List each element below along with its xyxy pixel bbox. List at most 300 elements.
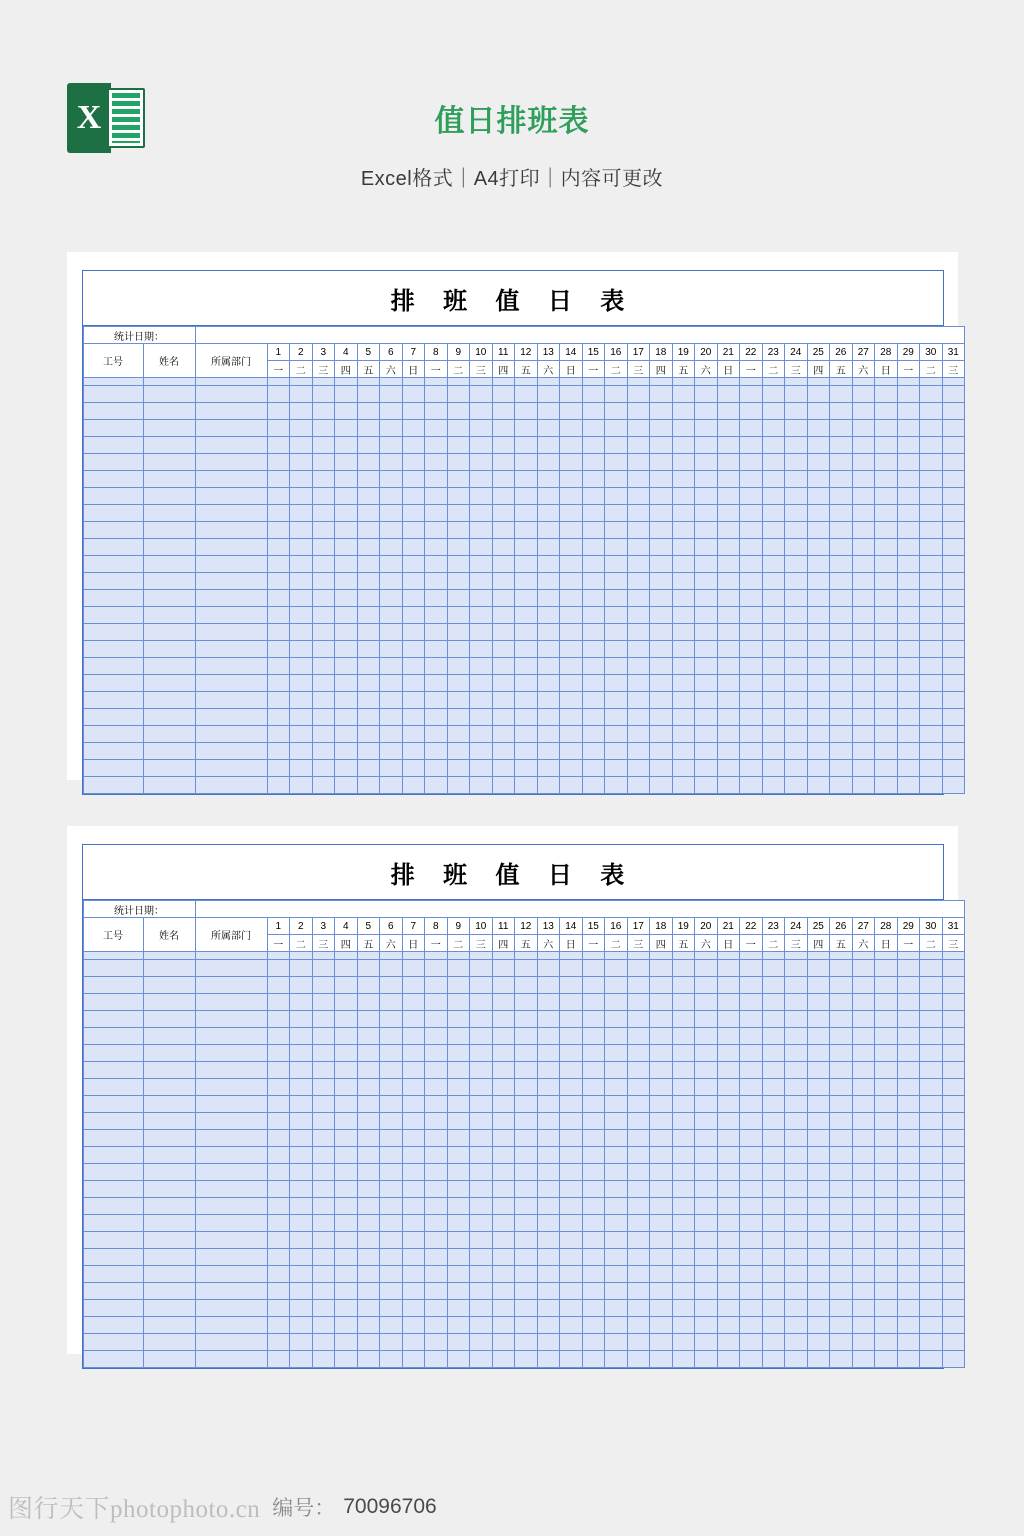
cell[interactable]	[852, 378, 875, 386]
cell[interactable]	[447, 454, 470, 471]
cell[interactable]	[852, 1181, 875, 1198]
cell[interactable]	[807, 1147, 830, 1164]
cell[interactable]	[195, 726, 267, 743]
cell[interactable]	[195, 1164, 267, 1181]
cell[interactable]	[83, 1045, 143, 1062]
cell[interactable]	[143, 488, 195, 505]
cell[interactable]	[582, 1028, 605, 1045]
cell[interactable]	[83, 1300, 143, 1317]
cell[interactable]	[290, 994, 313, 1011]
cell[interactable]	[195, 977, 267, 994]
cell[interactable]	[762, 1147, 785, 1164]
cell[interactable]	[515, 471, 538, 488]
cell[interactable]	[605, 1249, 628, 1266]
cell[interactable]	[717, 1164, 740, 1181]
cell[interactable]	[312, 378, 335, 386]
cell[interactable]	[942, 590, 965, 607]
cell[interactable]	[785, 960, 808, 977]
cell[interactable]	[267, 692, 290, 709]
cell[interactable]	[762, 386, 785, 403]
cell[interactable]	[560, 1249, 583, 1266]
cell[interactable]	[402, 658, 425, 675]
cell[interactable]	[425, 1283, 448, 1300]
cell[interactable]	[807, 760, 830, 777]
cell[interactable]	[785, 1266, 808, 1283]
cell[interactable]	[650, 607, 673, 624]
cell[interactable]	[515, 505, 538, 522]
cell[interactable]	[627, 1266, 650, 1283]
cell[interactable]	[672, 420, 695, 437]
cell[interactable]	[312, 726, 335, 743]
cell[interactable]	[357, 420, 380, 437]
cell[interactable]	[852, 437, 875, 454]
cell[interactable]	[470, 994, 493, 1011]
cell[interactable]	[492, 1113, 515, 1130]
cell[interactable]	[717, 743, 740, 760]
cell[interactable]	[312, 556, 335, 573]
cell[interactable]	[290, 1249, 313, 1266]
cell[interactable]	[650, 1181, 673, 1198]
cell[interactable]	[560, 726, 583, 743]
cell[interactable]	[627, 403, 650, 420]
cell[interactable]	[425, 488, 448, 505]
cell[interactable]	[537, 386, 560, 403]
cell[interactable]	[582, 522, 605, 539]
cell[interactable]	[695, 1334, 718, 1351]
cell[interactable]	[335, 641, 358, 658]
cell[interactable]	[830, 641, 853, 658]
cell[interactable]	[83, 1181, 143, 1198]
cell[interactable]	[357, 977, 380, 994]
cell[interactable]	[143, 994, 195, 1011]
cell[interactable]	[357, 1096, 380, 1113]
cell[interactable]	[425, 1147, 448, 1164]
cell[interactable]	[852, 960, 875, 977]
cell[interactable]	[470, 726, 493, 743]
cell[interactable]	[807, 488, 830, 505]
cell[interactable]	[920, 471, 943, 488]
cell[interactable]	[83, 1334, 143, 1351]
cell[interactable]	[143, 1164, 195, 1181]
cell[interactable]	[380, 505, 403, 522]
cell[interactable]	[942, 709, 965, 726]
cell[interactable]	[582, 675, 605, 692]
cell[interactable]	[560, 522, 583, 539]
cell[interactable]	[447, 1062, 470, 1079]
cell[interactable]	[605, 420, 628, 437]
cell[interactable]	[515, 709, 538, 726]
cell[interactable]	[672, 960, 695, 977]
cell[interactable]	[605, 522, 628, 539]
cell[interactable]	[357, 1181, 380, 1198]
cell[interactable]	[195, 590, 267, 607]
cell[interactable]	[920, 641, 943, 658]
cell[interactable]	[380, 977, 403, 994]
cell[interactable]	[627, 692, 650, 709]
cell[interactable]	[627, 743, 650, 760]
cell[interactable]	[335, 539, 358, 556]
cell[interactable]	[942, 1249, 965, 1266]
cell[interactable]	[195, 386, 267, 403]
cell[interactable]	[717, 1283, 740, 1300]
cell[interactable]	[920, 1011, 943, 1028]
cell[interactable]	[402, 1317, 425, 1334]
cell[interactable]	[402, 726, 425, 743]
cell[interactable]	[290, 658, 313, 675]
cell[interactable]	[672, 471, 695, 488]
cell[interactable]	[143, 590, 195, 607]
cell[interactable]	[740, 1062, 763, 1079]
cell[interactable]	[582, 1011, 605, 1028]
cell[interactable]	[492, 607, 515, 624]
cell[interactable]	[785, 1215, 808, 1232]
cell[interactable]	[627, 1334, 650, 1351]
cell[interactable]	[762, 1300, 785, 1317]
cell[interactable]	[470, 1283, 493, 1300]
cell[interactable]	[897, 1164, 920, 1181]
cell[interactable]	[357, 624, 380, 641]
cell[interactable]	[537, 1283, 560, 1300]
cell[interactable]	[380, 1351, 403, 1368]
cell[interactable]	[582, 420, 605, 437]
cell[interactable]	[807, 1164, 830, 1181]
cell[interactable]	[942, 743, 965, 760]
cell[interactable]	[402, 454, 425, 471]
cell[interactable]	[672, 1147, 695, 1164]
cell[interactable]	[447, 743, 470, 760]
cell[interactable]	[402, 1215, 425, 1232]
cell[interactable]	[852, 952, 875, 960]
cell[interactable]	[470, 505, 493, 522]
cell[interactable]	[492, 1198, 515, 1215]
cell[interactable]	[807, 1062, 830, 1079]
cell[interactable]	[335, 1215, 358, 1232]
cell[interactable]	[357, 437, 380, 454]
cell[interactable]	[267, 1045, 290, 1062]
cell[interactable]	[335, 675, 358, 692]
cell[interactable]	[672, 675, 695, 692]
cell[interactable]	[447, 1317, 470, 1334]
cell[interactable]	[335, 760, 358, 777]
cell[interactable]	[830, 1300, 853, 1317]
cell[interactable]	[762, 1164, 785, 1181]
cell[interactable]	[582, 1079, 605, 1096]
cell[interactable]	[605, 573, 628, 590]
cell[interactable]	[335, 420, 358, 437]
cell[interactable]	[267, 403, 290, 420]
cell[interactable]	[920, 1317, 943, 1334]
cell[interactable]	[143, 386, 195, 403]
cell[interactable]	[515, 437, 538, 454]
cell[interactable]	[852, 1113, 875, 1130]
cell[interactable]	[195, 1317, 267, 1334]
cell[interactable]	[897, 675, 920, 692]
cell[interactable]	[650, 573, 673, 590]
cell[interactable]	[143, 505, 195, 522]
cell[interactable]	[470, 952, 493, 960]
cell[interactable]	[143, 522, 195, 539]
cell[interactable]	[785, 488, 808, 505]
cell[interactable]	[942, 607, 965, 624]
cell[interactable]	[290, 777, 313, 794]
cell[interactable]	[695, 1317, 718, 1334]
cell[interactable]	[762, 471, 785, 488]
cell[interactable]	[807, 624, 830, 641]
cell[interactable]	[515, 1215, 538, 1232]
cell[interactable]	[402, 1351, 425, 1368]
cell[interactable]	[717, 1266, 740, 1283]
cell[interactable]	[357, 573, 380, 590]
cell[interactable]	[830, 1249, 853, 1266]
cell[interactable]	[627, 539, 650, 556]
cell[interactable]	[312, 403, 335, 420]
cell[interactable]	[357, 952, 380, 960]
cell[interactable]	[290, 709, 313, 726]
cell[interactable]	[942, 1215, 965, 1232]
cell[interactable]	[357, 471, 380, 488]
cell[interactable]	[492, 658, 515, 675]
cell[interactable]	[267, 378, 290, 386]
cell[interactable]	[267, 743, 290, 760]
cell[interactable]	[312, 590, 335, 607]
cell[interactable]	[740, 1028, 763, 1045]
cell[interactable]	[650, 709, 673, 726]
cell[interactable]	[492, 539, 515, 556]
cell[interactable]	[740, 692, 763, 709]
cell[interactable]	[195, 607, 267, 624]
cell[interactable]	[785, 1130, 808, 1147]
cell[interactable]	[83, 1215, 143, 1232]
cell[interactable]	[380, 1045, 403, 1062]
cell[interactable]	[627, 420, 650, 437]
cell[interactable]	[650, 539, 673, 556]
cell[interactable]	[605, 378, 628, 386]
cell[interactable]	[920, 760, 943, 777]
cell[interactable]	[560, 1317, 583, 1334]
cell[interactable]	[650, 641, 673, 658]
cell[interactable]	[83, 556, 143, 573]
cell[interactable]	[582, 386, 605, 403]
cell[interactable]	[380, 1079, 403, 1096]
cell[interactable]	[537, 1164, 560, 1181]
cell[interactable]	[267, 1317, 290, 1334]
cell[interactable]	[83, 726, 143, 743]
cell[interactable]	[650, 471, 673, 488]
cell[interactable]	[942, 952, 965, 960]
cell[interactable]	[312, 743, 335, 760]
cell[interactable]	[807, 1283, 830, 1300]
cell[interactable]	[942, 1028, 965, 1045]
cell[interactable]	[143, 573, 195, 590]
cell[interactable]	[852, 1062, 875, 1079]
cell[interactable]	[582, 1249, 605, 1266]
cell[interactable]	[143, 1215, 195, 1232]
cell[interactable]	[515, 675, 538, 692]
cell[interactable]	[515, 1130, 538, 1147]
cell[interactable]	[560, 1011, 583, 1028]
cell[interactable]	[380, 726, 403, 743]
cell[interactable]	[515, 1317, 538, 1334]
cell[interactable]	[335, 726, 358, 743]
cell[interactable]	[425, 726, 448, 743]
cell[interactable]	[762, 590, 785, 607]
cell[interactable]	[695, 1130, 718, 1147]
cell[interactable]	[447, 471, 470, 488]
cell[interactable]	[537, 454, 560, 471]
cell[interactable]	[335, 624, 358, 641]
cell[interactable]	[357, 539, 380, 556]
cell[interactable]	[143, 1232, 195, 1249]
cell[interactable]	[942, 556, 965, 573]
cell[interactable]	[335, 1113, 358, 1130]
cell[interactable]	[605, 1079, 628, 1096]
cell[interactable]	[830, 777, 853, 794]
cell[interactable]	[785, 675, 808, 692]
cell[interactable]	[425, 378, 448, 386]
cell[interactable]	[852, 1028, 875, 1045]
cell[interactable]	[380, 488, 403, 505]
cell[interactable]	[717, 420, 740, 437]
cell[interactable]	[807, 1249, 830, 1266]
cell[interactable]	[875, 977, 898, 994]
cell[interactable]	[920, 692, 943, 709]
cell[interactable]	[267, 641, 290, 658]
cell[interactable]	[537, 952, 560, 960]
cell[interactable]	[290, 607, 313, 624]
cell[interactable]	[582, 403, 605, 420]
cell[interactable]	[875, 1045, 898, 1062]
cell[interactable]	[807, 777, 830, 794]
cell[interactable]	[290, 1266, 313, 1283]
cell[interactable]	[627, 641, 650, 658]
cell[interactable]	[875, 1130, 898, 1147]
cell[interactable]	[195, 743, 267, 760]
cell[interactable]	[695, 743, 718, 760]
cell[interactable]	[762, 777, 785, 794]
cell[interactable]	[650, 1249, 673, 1266]
cell[interactable]	[515, 1062, 538, 1079]
cell[interactable]	[717, 1300, 740, 1317]
cell[interactable]	[740, 573, 763, 590]
cell[interactable]	[357, 709, 380, 726]
cell[interactable]	[357, 994, 380, 1011]
cell[interactable]	[560, 1164, 583, 1181]
cell[interactable]	[897, 1351, 920, 1368]
cell[interactable]	[897, 1317, 920, 1334]
cell[interactable]	[785, 386, 808, 403]
cell[interactable]	[852, 624, 875, 641]
cell[interactable]	[897, 1028, 920, 1045]
cell[interactable]	[537, 1130, 560, 1147]
cell[interactable]	[380, 1096, 403, 1113]
cell[interactable]	[695, 1045, 718, 1062]
cell[interactable]	[785, 556, 808, 573]
cell[interactable]	[83, 641, 143, 658]
cell[interactable]	[650, 505, 673, 522]
cell[interactable]	[582, 1283, 605, 1300]
cell[interactable]	[785, 1181, 808, 1198]
cell[interactable]	[582, 556, 605, 573]
cell[interactable]	[515, 1028, 538, 1045]
cell[interactable]	[852, 1045, 875, 1062]
cell[interactable]	[830, 675, 853, 692]
cell[interactable]	[830, 488, 853, 505]
cell[interactable]	[195, 777, 267, 794]
cell[interactable]	[627, 1028, 650, 1045]
cell[interactable]	[807, 1317, 830, 1334]
cell[interactable]	[695, 1232, 718, 1249]
cell[interactable]	[672, 624, 695, 641]
cell[interactable]	[672, 1266, 695, 1283]
cell[interactable]	[830, 1317, 853, 1334]
cell[interactable]	[425, 1096, 448, 1113]
cell[interactable]	[717, 1317, 740, 1334]
cell[interactable]	[537, 675, 560, 692]
cell[interactable]	[875, 471, 898, 488]
cell[interactable]	[380, 1028, 403, 1045]
cell[interactable]	[470, 607, 493, 624]
cell[interactable]	[447, 378, 470, 386]
cell[interactable]	[852, 1283, 875, 1300]
cell[interactable]	[852, 1198, 875, 1215]
cell[interactable]	[582, 454, 605, 471]
cell[interactable]	[672, 607, 695, 624]
cell[interactable]	[875, 743, 898, 760]
cell[interactable]	[425, 1113, 448, 1130]
cell[interactable]	[942, 977, 965, 994]
cell[interactable]	[195, 488, 267, 505]
cell[interactable]	[740, 641, 763, 658]
cell[interactable]	[335, 437, 358, 454]
cell[interactable]	[290, 437, 313, 454]
cell[interactable]	[380, 641, 403, 658]
cell[interactable]	[425, 1062, 448, 1079]
cell[interactable]	[875, 1113, 898, 1130]
cell[interactable]	[830, 1266, 853, 1283]
cell[interactable]	[335, 1181, 358, 1198]
cell[interactable]	[830, 471, 853, 488]
cell[interactable]	[627, 556, 650, 573]
cell[interactable]	[695, 1164, 718, 1181]
cell[interactable]	[762, 1045, 785, 1062]
cell[interactable]	[897, 952, 920, 960]
cell[interactable]	[537, 1232, 560, 1249]
cell[interactable]	[357, 641, 380, 658]
cell[interactable]	[560, 488, 583, 505]
cell[interactable]	[312, 960, 335, 977]
cell[interactable]	[695, 1215, 718, 1232]
cell[interactable]	[143, 1062, 195, 1079]
cell[interactable]	[447, 952, 470, 960]
cell[interactable]	[920, 386, 943, 403]
cell[interactable]	[402, 1300, 425, 1317]
cell[interactable]	[492, 1334, 515, 1351]
cell[interactable]	[335, 1283, 358, 1300]
cell[interactable]	[627, 1283, 650, 1300]
cell[interactable]	[672, 1300, 695, 1317]
cell[interactable]	[470, 1079, 493, 1096]
cell[interactable]	[650, 1164, 673, 1181]
cell[interactable]	[470, 539, 493, 556]
cell[interactable]	[627, 709, 650, 726]
cell[interactable]	[582, 1062, 605, 1079]
cell[interactable]	[942, 1130, 965, 1147]
cell[interactable]	[267, 1283, 290, 1300]
cell[interactable]	[402, 1130, 425, 1147]
cell[interactable]	[920, 977, 943, 994]
cell[interactable]	[83, 471, 143, 488]
cell[interactable]	[195, 1045, 267, 1062]
